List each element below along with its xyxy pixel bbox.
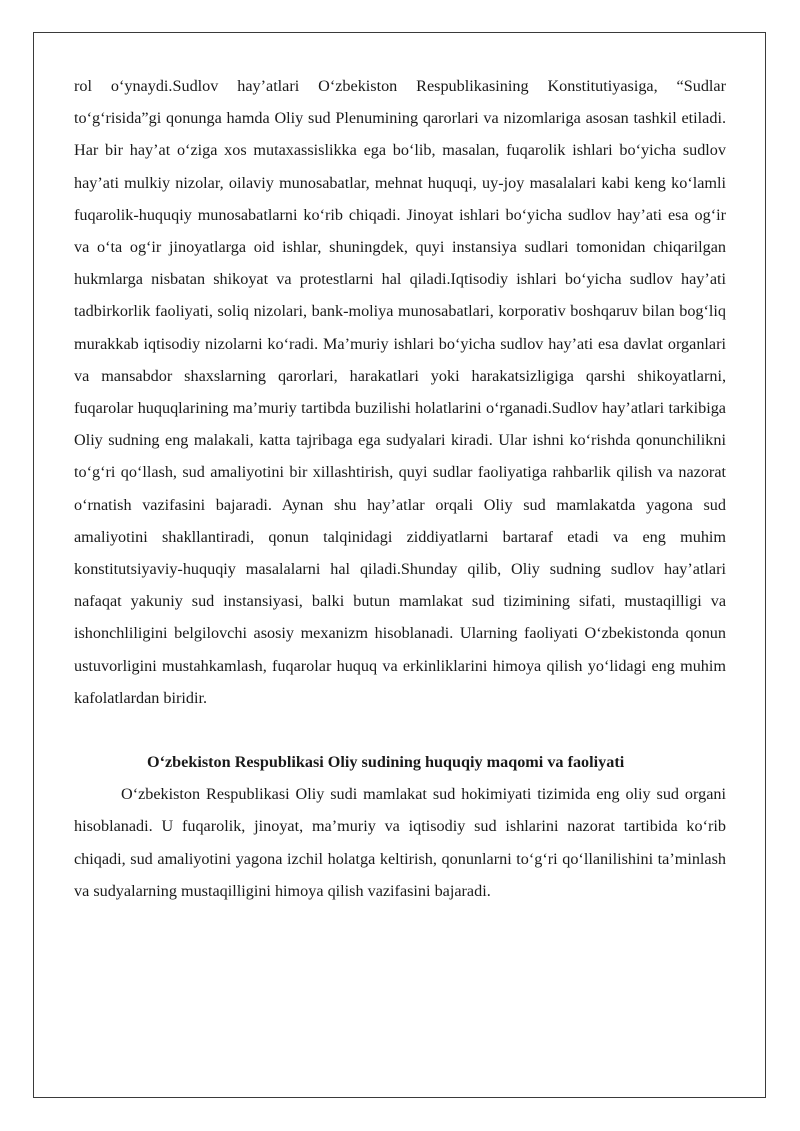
section-heading: O‘zbekiston Respublikasi Oliy sudining huquqiy maqomi va faoliyati — [147, 753, 625, 772]
body-paragraph: O‘zbekiston Respublikasi Oliy sudi mamlakat sud hokimiyati tizimida eng oliy sud organi hisoblanadi. U fuqarolik, jinoyat, ma’muriy va iqtisodiy sud ishlarini nazorat tartibida ko‘rib chiqadi, sud amaliyotini yagona izchil holatga keltirish, qonunlarni to‘g‘ri qo‘llanilishini ta’minlash va sudyalarning mustaqilligini himoya qilish vazifasini bajaradi. — [74, 785, 726, 900]
document-body — [74, 70, 726, 907]
body-paragraph: rol o‘ynaydi.Sudlov hay’atlari O‘zbekiston Respublikasining Konstitutiyasiga, “Sudlar to‘g‘risida”gi qonunga hamda Oliy sud Plenumining qarorlari va nizomlariga asosan tashkil etiladi. Har bir hay’at o‘ziga xos mutaxassislikka ega bo‘lib, masalan, fuqarolik ishlari bo‘yicha sudlov hay’ati mulkiy nizolar, oilaviy munosabatlar, mehnat huquqi, uy-joy masalalari kabi keng ko‘lamli fuqarolik-huquqiy munosabatlarni ko‘rib chiqadi. Jinoyat ishlari bo‘yicha sudlov hay’ati esa og‘ir va o‘ta og‘ir jinoyatlarga oid ishlar, shuningdek, quyi instansiya sudlari tomonidan chiqarilgan hukmlarga nisbatan shikoyat va protestlarni hal qiladi.Iqtisodiy ishlari bo‘yicha sudlov hay’ati tadbirkorlik faoliyati, soliq nizolari, bank-moliya munosabatlari, korporativ boshqaruv bilan bog‘liq murakkab iqtisodiy nizolarni ko‘radi. Ma’muriy ishlari bo‘yicha sudlov hay’ati esa davlat organlari va mansabdor shaxslarning qarorlari, harakatlari yoki harakatsizligiga qarshi shikoyatlarni, fuqarolar huquqlarining ma’muriy tartibda buzilishi holatlarini o‘rganadi.Sudlov hay’atlari tarkibiga Oliy sudning eng malakali, katta tajribaga ega sudyalari kiradi. Ular ishni ko‘rishda qonunchilikni to‘g‘ri qo‘llash, sud amaliyotini bir xillashtirish, quyi sudlar faoliyatiga rahbarlik qilish va nazorat o‘rnatish vazifasini bajaradi. Aynan shu hay’atlar orqali Oliy sud mamlakatda yagona sud amaliyotini shakllantiradi, qonun talqinidagi ziddiyatlarni bartaraf etadi va eng muhim konstitutsiyaviy-huquqiy masalalarni hal qiladi.Shunday qilib, Oliy sudning sudlov hay’atlari nafaqat yakuniy sud instansiyasi, balki butun mamlakat sud tizimining sifati, mustaqilligi va ishonchliligini belgilovchi asosiy mexanizm hisoblanadi. Ularning faoliyati O‘zbekistonda qonun ustuvorligini mustahkamlash, fuqarolar huquq va erkinliklarini himoya qilish yo‘lidagi eng muhim kafolatlardan biridir. — [74, 77, 726, 707]
section-spacer — [74, 714, 726, 746]
